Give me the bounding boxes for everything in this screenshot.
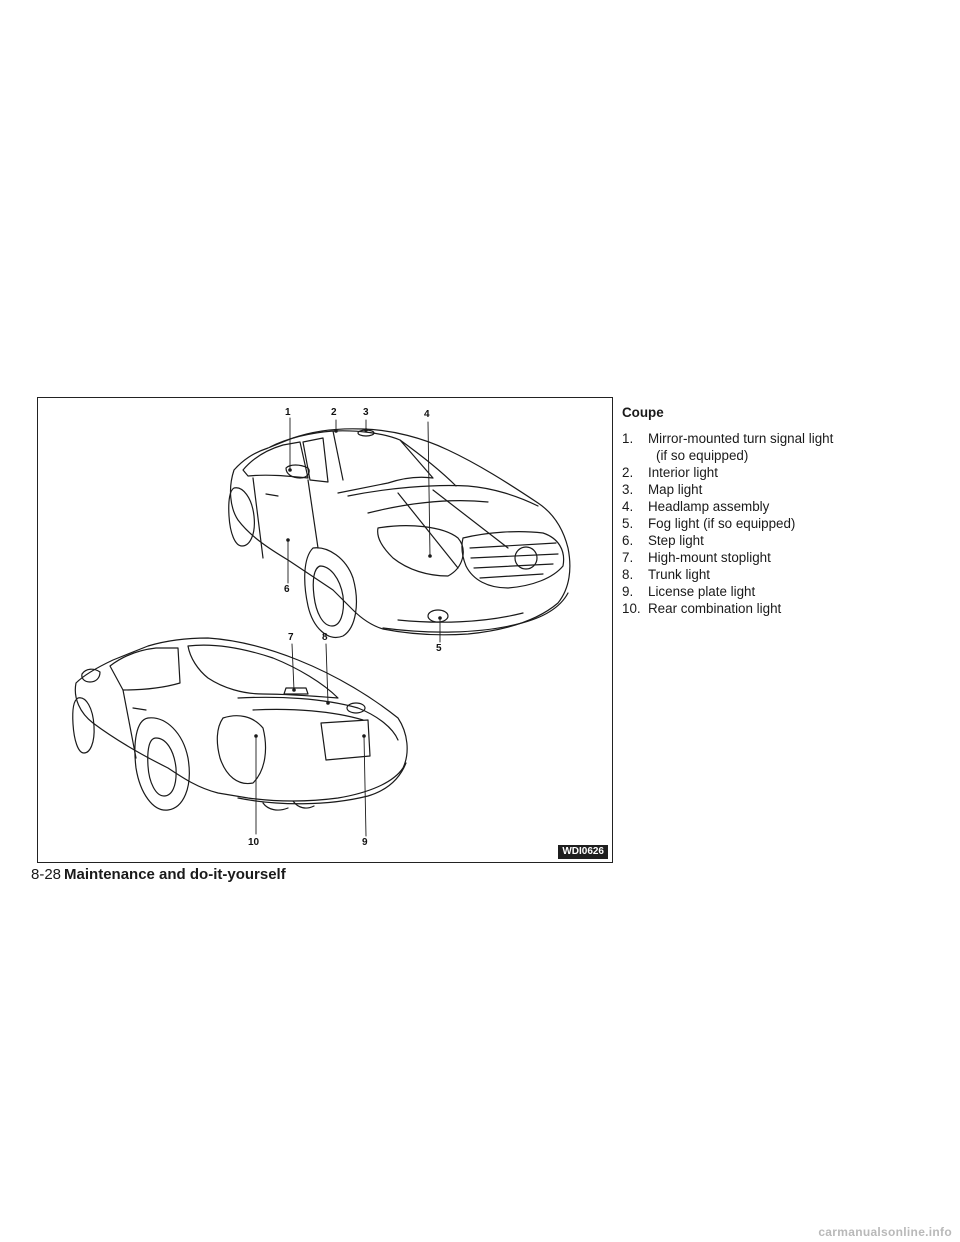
- leader-dots: [254, 428, 442, 738]
- legend-item-number: 4.: [622, 499, 634, 514]
- callout-10: 10: [248, 837, 260, 848]
- page-number: 8-28: [31, 866, 62, 883]
- legend-item-text: Rear combination light: [648, 601, 782, 616]
- legend-item: [622, 481, 942, 498]
- legend-item: [622, 498, 942, 515]
- legend-list: [622, 430, 942, 617]
- light-locations-figure: [37, 397, 613, 863]
- rear-car-drawing: [73, 638, 407, 810]
- legend-item-number: 8.: [622, 567, 634, 582]
- legend-item: [622, 583, 942, 600]
- legend-item: [622, 464, 942, 481]
- legend-item-text: Trunk light: [648, 567, 711, 582]
- callout-2: 2: [331, 407, 337, 418]
- legend-item: [622, 532, 942, 549]
- callout-1: 1: [285, 407, 291, 418]
- legend-item-text: Map light: [648, 482, 703, 497]
- legend-item: [622, 549, 942, 566]
- legend-item-number: 2.: [622, 465, 634, 480]
- legend-item-text: Fog light (if so equipped): [648, 516, 796, 531]
- legend-item: [622, 430, 942, 464]
- legend: [622, 404, 942, 617]
- legend-title: Coupe: [622, 405, 664, 420]
- legend-item-number: 6.: [622, 533, 634, 548]
- legend-item-text: Headlamp assembly: [648, 499, 770, 514]
- callout-8: 8: [322, 632, 328, 643]
- front-car-drawing: [229, 429, 570, 638]
- page-footer: [31, 866, 286, 883]
- leader-lines: [256, 418, 440, 836]
- legend-item-continuation: (if so equipped): [656, 448, 749, 463]
- callout-5: 5: [436, 643, 442, 654]
- figure-code: WDI0626: [558, 845, 608, 859]
- callout-6: 6: [284, 584, 290, 595]
- legend-item-text: Step light: [648, 533, 704, 548]
- legend-item: [622, 600, 942, 617]
- legend-item: [622, 515, 942, 532]
- legend-item: [622, 566, 942, 583]
- car-line-drawing: [38, 398, 612, 862]
- callout-4: 4: [424, 409, 430, 420]
- section-title: Maintenance and do-it-yourself: [64, 866, 286, 883]
- legend-item-number: 10.: [622, 601, 641, 616]
- callout-9: 9: [362, 837, 368, 848]
- legend-item-text: High-mount stoplight: [648, 550, 771, 565]
- legend-item-text: Interior light: [648, 465, 718, 480]
- legend-item-number: 3.: [622, 482, 634, 497]
- legend-item-number: 5.: [622, 516, 634, 531]
- legend-item-text: Mirror-mounted turn signal light: [648, 431, 834, 446]
- legend-item-text: License plate light: [648, 584, 756, 599]
- callout-7: 7: [288, 632, 294, 643]
- legend-item-number: 1.: [622, 431, 634, 446]
- legend-item-number: 9.: [622, 584, 634, 599]
- callout-3: 3: [363, 407, 369, 418]
- legend-item-number: 7.: [622, 550, 634, 565]
- watermark: carmanualsonline.info: [818, 1225, 952, 1239]
